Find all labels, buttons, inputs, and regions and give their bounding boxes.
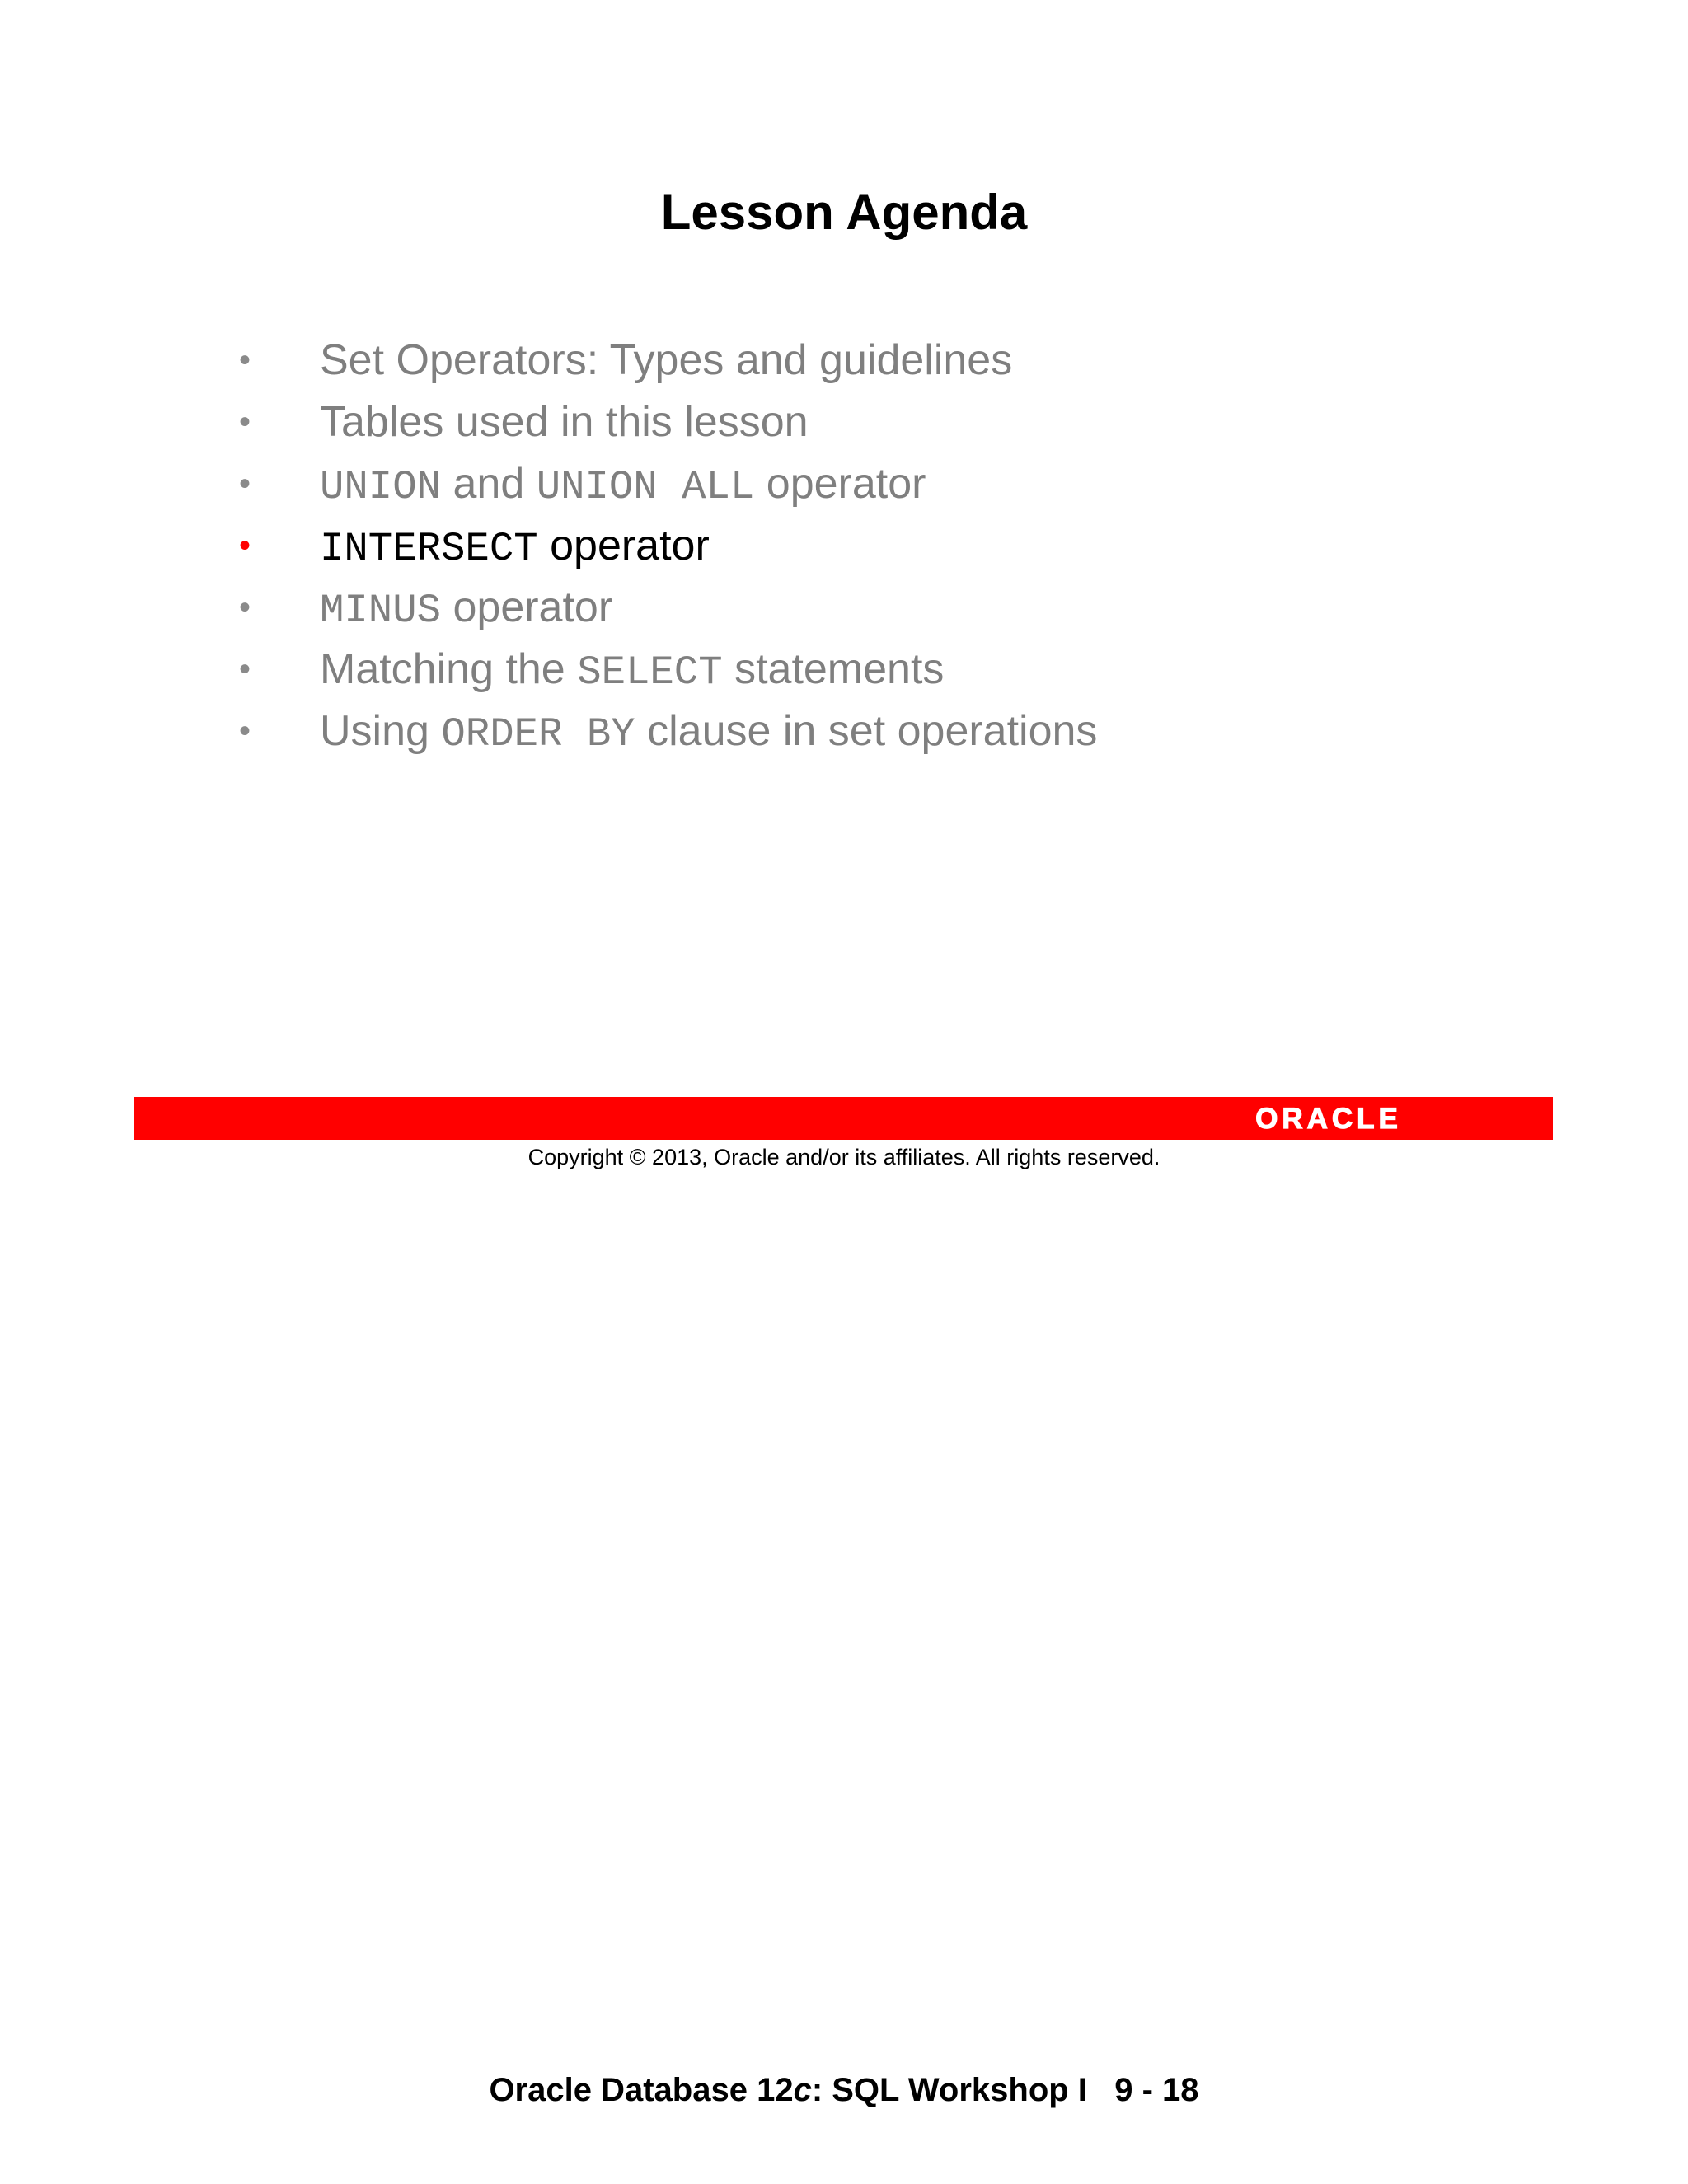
course-title-italic: c [793, 2072, 812, 2108]
agenda-text: and [441, 460, 537, 508]
sql-keyword: MINUS [320, 588, 442, 634]
agenda-item-text [320, 701, 1097, 766]
agenda-text: operator [537, 522, 710, 569]
page-title: Lesson Agenda [660, 185, 1028, 240]
course-title-suffix: : SQL Workshop I [811, 2072, 1087, 2108]
agenda-text: statements [722, 645, 945, 693]
bullet-icon: • [239, 651, 251, 687]
agenda-item-text [320, 515, 710, 580]
agenda-text: Matching the [320, 645, 578, 693]
bullet-icon: • [239, 589, 251, 626]
sql-keyword: SELECT [577, 649, 723, 696]
agenda-item-text [320, 639, 944, 704]
bullet-icon: • [239, 404, 251, 440]
copyright-notice: Copyright © 2013, Oracle and/or its affiliates. All rights reserved. [528, 1145, 1160, 1169]
agenda-text: operator [754, 460, 926, 508]
bullet-icon: • [239, 342, 251, 378]
sql-keyword: ORDER BY [441, 711, 635, 757]
agenda-item-text [320, 391, 809, 453]
sql-keyword: INTERSECT [320, 526, 538, 572]
bullet-icon: • [239, 713, 251, 749]
sql-keyword: UNION [320, 464, 442, 510]
page-number: 9 - 18 [1114, 2072, 1199, 2108]
sql-keyword: UNION ALL [536, 464, 755, 510]
oracle-logo-text: ORACLE [1255, 1103, 1402, 1135]
agenda-text: Set Operators: Types and guidelines [320, 336, 1013, 384]
agenda-text: clause in set operations [635, 707, 1098, 755]
page-footer [0, 2067, 1688, 2113]
oracle-banner [134, 1097, 1553, 1140]
agenda-item-text [320, 577, 612, 642]
oracle-logo [1230, 1102, 1428, 1135]
agenda-item-text [320, 453, 926, 518]
agenda-item-text [320, 330, 1012, 391]
course-title-prefix: Oracle Database 12 [489, 2072, 794, 2108]
current-bullet-icon: • [239, 527, 251, 564]
agenda-text: Using [320, 707, 442, 755]
bullet-icon: • [239, 466, 251, 502]
agenda-text: Tables used in this lesson [320, 398, 809, 446]
agenda-text: operator [441, 583, 613, 631]
